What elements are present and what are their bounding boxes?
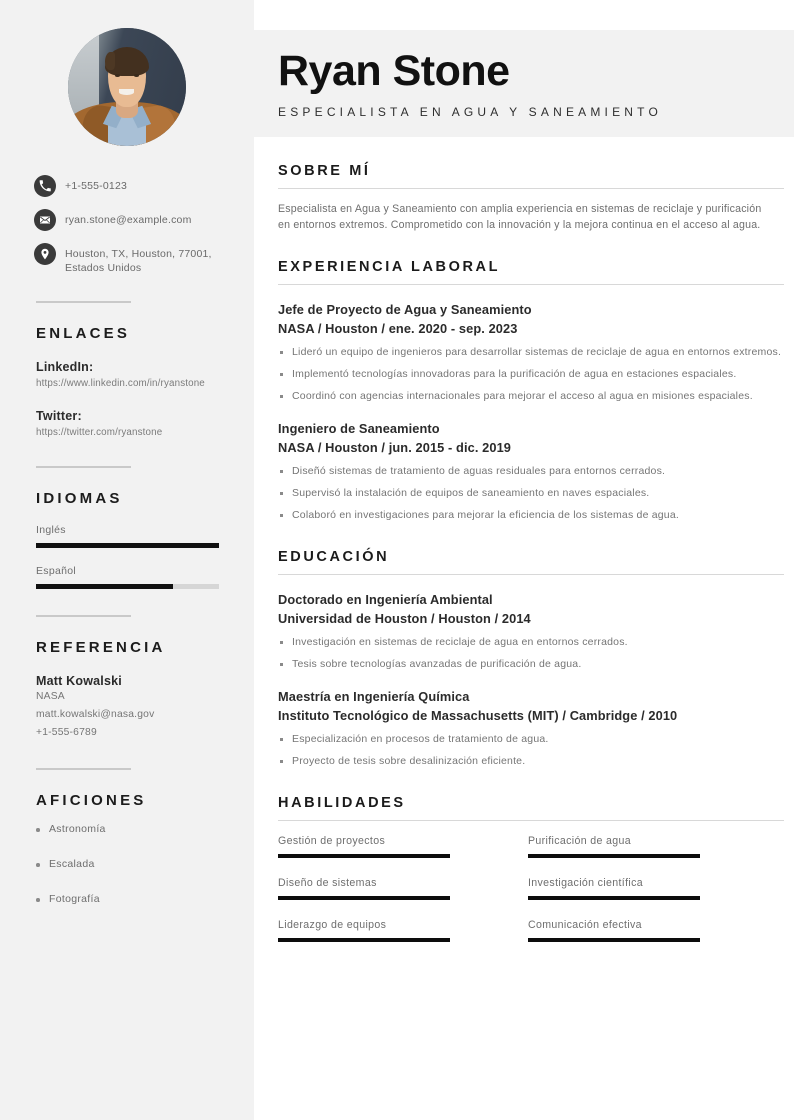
experience-entry: [278, 300, 784, 404]
language-level-track: [36, 584, 219, 589]
list-item: Lideró un equipo de ingenieros para desarrollar sistemas de reciclaje de agua en entornos extremos.: [278, 345, 784, 360]
name-banner: [254, 30, 794, 137]
entry-title: Jefe de Proyecto de Agua y Saneamiento: [278, 302, 532, 317]
skills-grid: [278, 835, 778, 961]
avatar-container: [0, 0, 254, 146]
skill-item: [278, 835, 528, 858]
language-level-fill: [36, 543, 219, 548]
section-about: [278, 163, 784, 233]
envelope-icon: [34, 209, 56, 231]
link-url-linkedin[interactable]: https://www.linkedin.com/in/ryanstone: [36, 378, 205, 389]
section-skills: [278, 795, 784, 961]
divider: [36, 768, 131, 770]
phone-icon: [34, 175, 56, 197]
skill-level-track: [278, 896, 450, 900]
address-text: Houston, TX, Houston, 77001, Estados Unidos: [65, 248, 212, 274]
avatar: [68, 28, 186, 146]
skills-heading: HABILIDADES: [278, 795, 406, 811]
list-item: Supervisó la instalación de equipos de saneamiento en naves espaciales.: [278, 486, 784, 501]
section-rule: [278, 820, 784, 821]
reference-company: NASA: [36, 691, 65, 702]
contact-phone: [34, 176, 236, 197]
email-text: ryan.stone@example.com: [65, 214, 192, 226]
skill-name: Comunicación efectiva: [528, 919, 642, 931]
entry-meta: Instituto Tecnológico de Massachusetts (MIT) / Cambridge / 2010: [278, 708, 678, 723]
hobbies-heading: AFICIONES: [36, 792, 147, 809]
links-heading: ENLACES: [36, 325, 131, 342]
list-item: Colaboró en investigaciones para mejorar la eficiencia de los sistemas de agua.: [278, 508, 784, 523]
language-name: Inglés: [36, 524, 66, 536]
reference-block: [0, 674, 254, 742]
skill-level-fill: [528, 896, 700, 900]
list-item: Escalada: [36, 858, 234, 870]
entry-meta: NASA / Houston / ene. 2020 - sep. 2023: [278, 321, 518, 336]
skill-name: Liderazgo de equipos: [278, 919, 387, 931]
skill-item: [278, 919, 528, 942]
hobbies-list: [36, 823, 234, 905]
entry-points: [278, 464, 784, 523]
skill-item: [528, 835, 778, 858]
main-sections: [254, 163, 794, 961]
section-rule: [278, 574, 784, 575]
language-item: [36, 524, 234, 548]
entry-meta: Universidad de Houston / Houston / 2014: [278, 611, 531, 626]
languages-heading: IDIOMAS: [36, 490, 123, 507]
skill-item: [528, 877, 778, 900]
link-label-twitter: Twitter:: [36, 409, 82, 423]
contact-address: [34, 244, 236, 275]
skill-level-fill: [528, 938, 700, 942]
list-item: Diseñó sistemas de tratamiento de aguas residuales para entornos cerrados.: [278, 464, 784, 479]
section-experience: [278, 259, 784, 523]
entry-title: Ingeniero de Saneamiento: [278, 421, 440, 436]
about-text: Especialista en Agua y Saneamiento con amplia experiencia en sistemas de reciclaje y purificación en entornos extremos. Comprometido con la innovación y la mejora continua en el acceso al agua.: [278, 203, 762, 231]
skill-level-fill: [528, 854, 700, 858]
skill-name: Diseño de sistemas: [278, 877, 377, 889]
links-block: [0, 360, 254, 440]
about-heading: SOBRE MÍ: [278, 163, 371, 179]
list-item: Coordinó con agencias internacionales para mejorar el acceso al agua en misiones espaciales.: [278, 389, 784, 404]
list-item: Especialización en procesos de tratamiento de agua.: [278, 732, 784, 747]
skill-item: [528, 919, 778, 942]
list-item: Tesis sobre tecnologías avanzadas de purificación de agua.: [278, 657, 784, 672]
language-level-fill: [36, 584, 173, 589]
divider: [36, 301, 131, 303]
skill-level-fill: [278, 854, 450, 858]
list-item: Investigación en sistemas de reciclaje de agua en entornos cerrados.: [278, 635, 784, 650]
reference-phone: +1-555-6789: [36, 727, 97, 738]
skill-level-fill: [278, 938, 450, 942]
skill-level-fill: [278, 896, 450, 900]
languages-block: [0, 524, 254, 589]
entry-title: Maestría en Ingeniería Química: [278, 689, 470, 704]
reference-name: Matt Kowalski: [36, 674, 122, 688]
contact-list: [0, 176, 254, 275]
link-url-twitter[interactable]: https://twitter.com/ryanstone: [36, 427, 163, 438]
skill-level-track: [278, 938, 450, 942]
link-label-linkedin: LinkedIn:: [36, 360, 94, 374]
phone-text: +1-555-0123: [65, 180, 128, 192]
sidebar: [0, 0, 254, 1120]
education-entry: [278, 687, 784, 769]
reference-email[interactable]: matt.kowalski@nasa.gov: [36, 709, 155, 720]
skill-name: Investigación científica: [528, 877, 643, 889]
reference-heading: REFERENCIA: [36, 639, 166, 656]
skill-level-track: [528, 854, 700, 858]
education-heading: EDUCACIÓN: [278, 549, 390, 565]
experience-entry: [278, 419, 784, 523]
section-rule: [278, 284, 784, 285]
list-item: Fotografía: [36, 893, 234, 905]
skill-item: [278, 877, 528, 900]
hobbies-block: [0, 823, 254, 905]
skill-level-track: [528, 896, 700, 900]
section-rule: [278, 188, 784, 189]
contact-email: [34, 210, 236, 231]
skill-level-track: [278, 854, 450, 858]
language-name: Español: [36, 565, 77, 577]
education-entry: [278, 590, 784, 672]
location-pin-icon: [34, 243, 56, 265]
list-item: Implementó tecnologías innovadoras para la purificación de agua en estaciones espaciales.: [278, 367, 784, 382]
list-item: Proyecto de tesis sobre desalinización eficiente.: [278, 754, 784, 769]
skill-name: Purificación de agua: [528, 835, 631, 847]
main-content: [254, 0, 794, 1120]
divider: [36, 466, 131, 468]
page-title: Ryan Stone: [278, 47, 510, 95]
language-item: [36, 565, 234, 589]
divider: [36, 615, 131, 617]
experience-heading: EXPERIENCIA LABORAL: [278, 259, 501, 275]
list-item: Astronomía: [36, 823, 234, 835]
entry-points: [278, 635, 784, 672]
job-title: ESPECIALISTA EN AGUA Y SANEAMIENTO: [278, 105, 663, 119]
skill-name: Gestión de proyectos: [278, 835, 386, 847]
skill-level-track: [528, 938, 700, 942]
entry-meta: NASA / Houston / jun. 2015 - dic. 2019: [278, 440, 512, 455]
entry-points: [278, 732, 784, 769]
entry-points: [278, 345, 784, 404]
section-education: [278, 549, 784, 769]
entry-title: Doctorado en Ingeniería Ambiental: [278, 592, 493, 607]
language-level-track: [36, 543, 219, 548]
